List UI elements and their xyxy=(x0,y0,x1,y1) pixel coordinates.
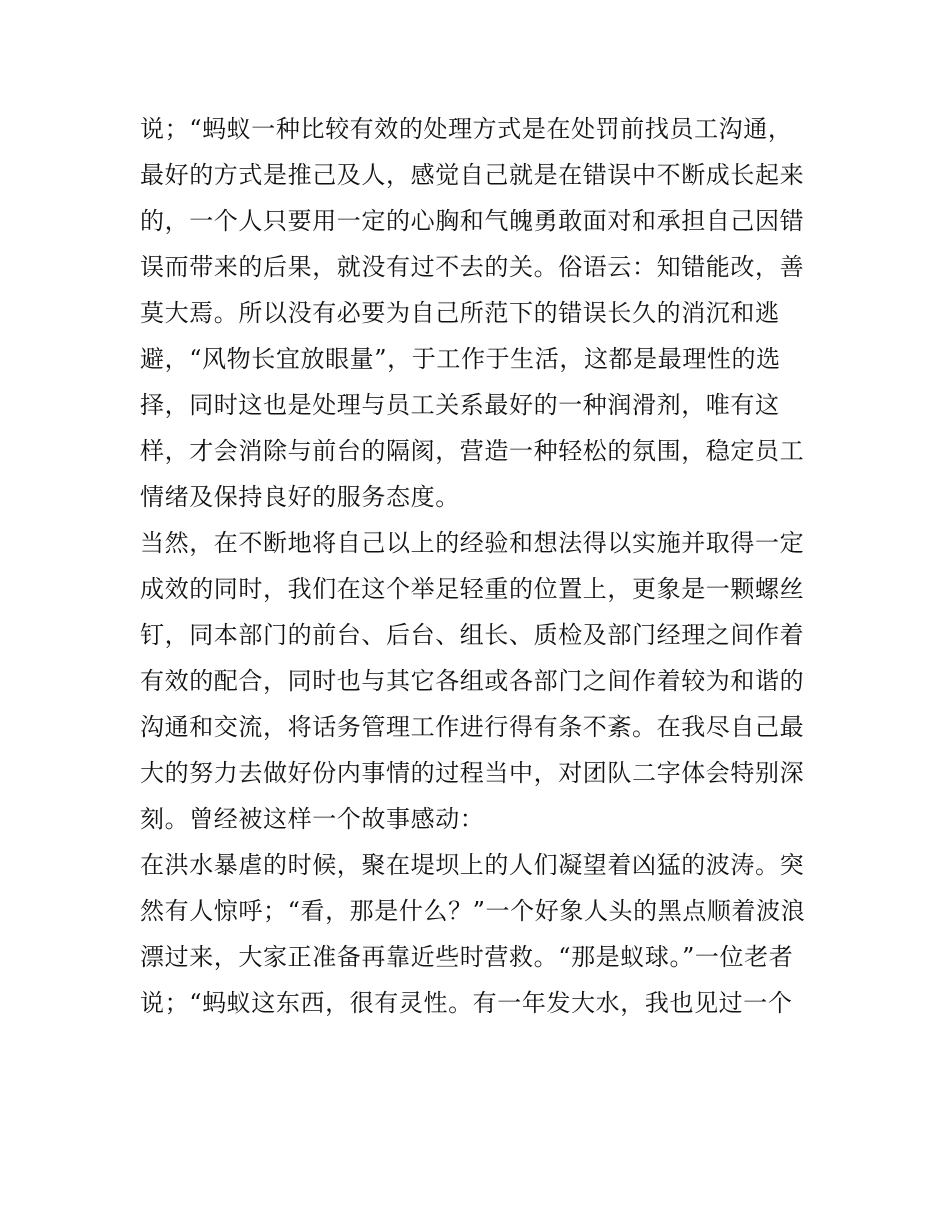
text-line: 择，同时这也是处理与员工关系最好的一种润滑剂，唯有这 xyxy=(140,391,780,419)
text-line: 成效的同时，我们在这个举足轻重的位置上，更象是一颗螺丝 xyxy=(140,575,805,603)
text-line: 最好的方式是推己及人，感觉自己就是在错误中不断成长起来 xyxy=(140,161,805,189)
text-line: 说；“蚂蚁一种比较有效的处理方式是在处罚前找员工沟通， xyxy=(140,115,793,143)
text-line: 钉，同本部门的前台、后台、组长、质检及部门经理之间作着 xyxy=(140,621,805,649)
text-line: 大的努力去做好份内事情的过程当中，对团队二字体会特别深 xyxy=(140,759,805,787)
text-line: 莫大焉。所以没有必要为自己所范下的错误长久的消沉和逃 xyxy=(140,299,780,327)
text-line: 当然，在不断地将自己以上的经验和想法得以实施并取得一定 xyxy=(140,529,805,557)
text-line: 然有人惊呼；“看，那是什么？”一个好象人头的黑点顺着波浪 xyxy=(140,897,806,925)
text-line: 的，一个人只要用一定的心胸和气魄勇敢面对和承担自己因错 xyxy=(140,207,805,235)
text-line: 刻。曾经被这样一个故事感动： xyxy=(140,805,485,833)
text-line: 漂过来，大家正准备再靠近些时营救。“那是蚁球。”一位老者 xyxy=(140,943,794,971)
text-line: 说；“蚂蚁这东西，很有灵性。有一年发大水，我也见过一个 xyxy=(140,989,793,1017)
document-page xyxy=(140,106,820,1026)
text-line: 误而带来的后果，就没有过不去的关。俗语云：知错能改，善 xyxy=(140,253,805,281)
text-line: 沟通和交流，将话务管理工作进行得有条不紊。在我尽自己最 xyxy=(140,713,805,741)
paragraph xyxy=(140,106,820,520)
text-line: 避，“风物长宜放眼量”，于工作于生活，这都是最理性的选 xyxy=(140,345,781,373)
text-line: 在洪水暴虐的时候，聚在堤坝上的人们凝望着凶猛的波涛。突 xyxy=(140,851,805,879)
text-line: 样，才会消除与前台的隔阂，营造一种轻松的氛围，稳定员工 xyxy=(140,437,805,465)
paragraph xyxy=(140,842,820,1026)
text-line: 有效的配合，同时也与其它各组或各部门之间作着较为和谐的 xyxy=(140,667,805,695)
paragraph xyxy=(140,520,820,842)
text-line: 情绪及保持良好的服务态度。 xyxy=(140,483,460,511)
